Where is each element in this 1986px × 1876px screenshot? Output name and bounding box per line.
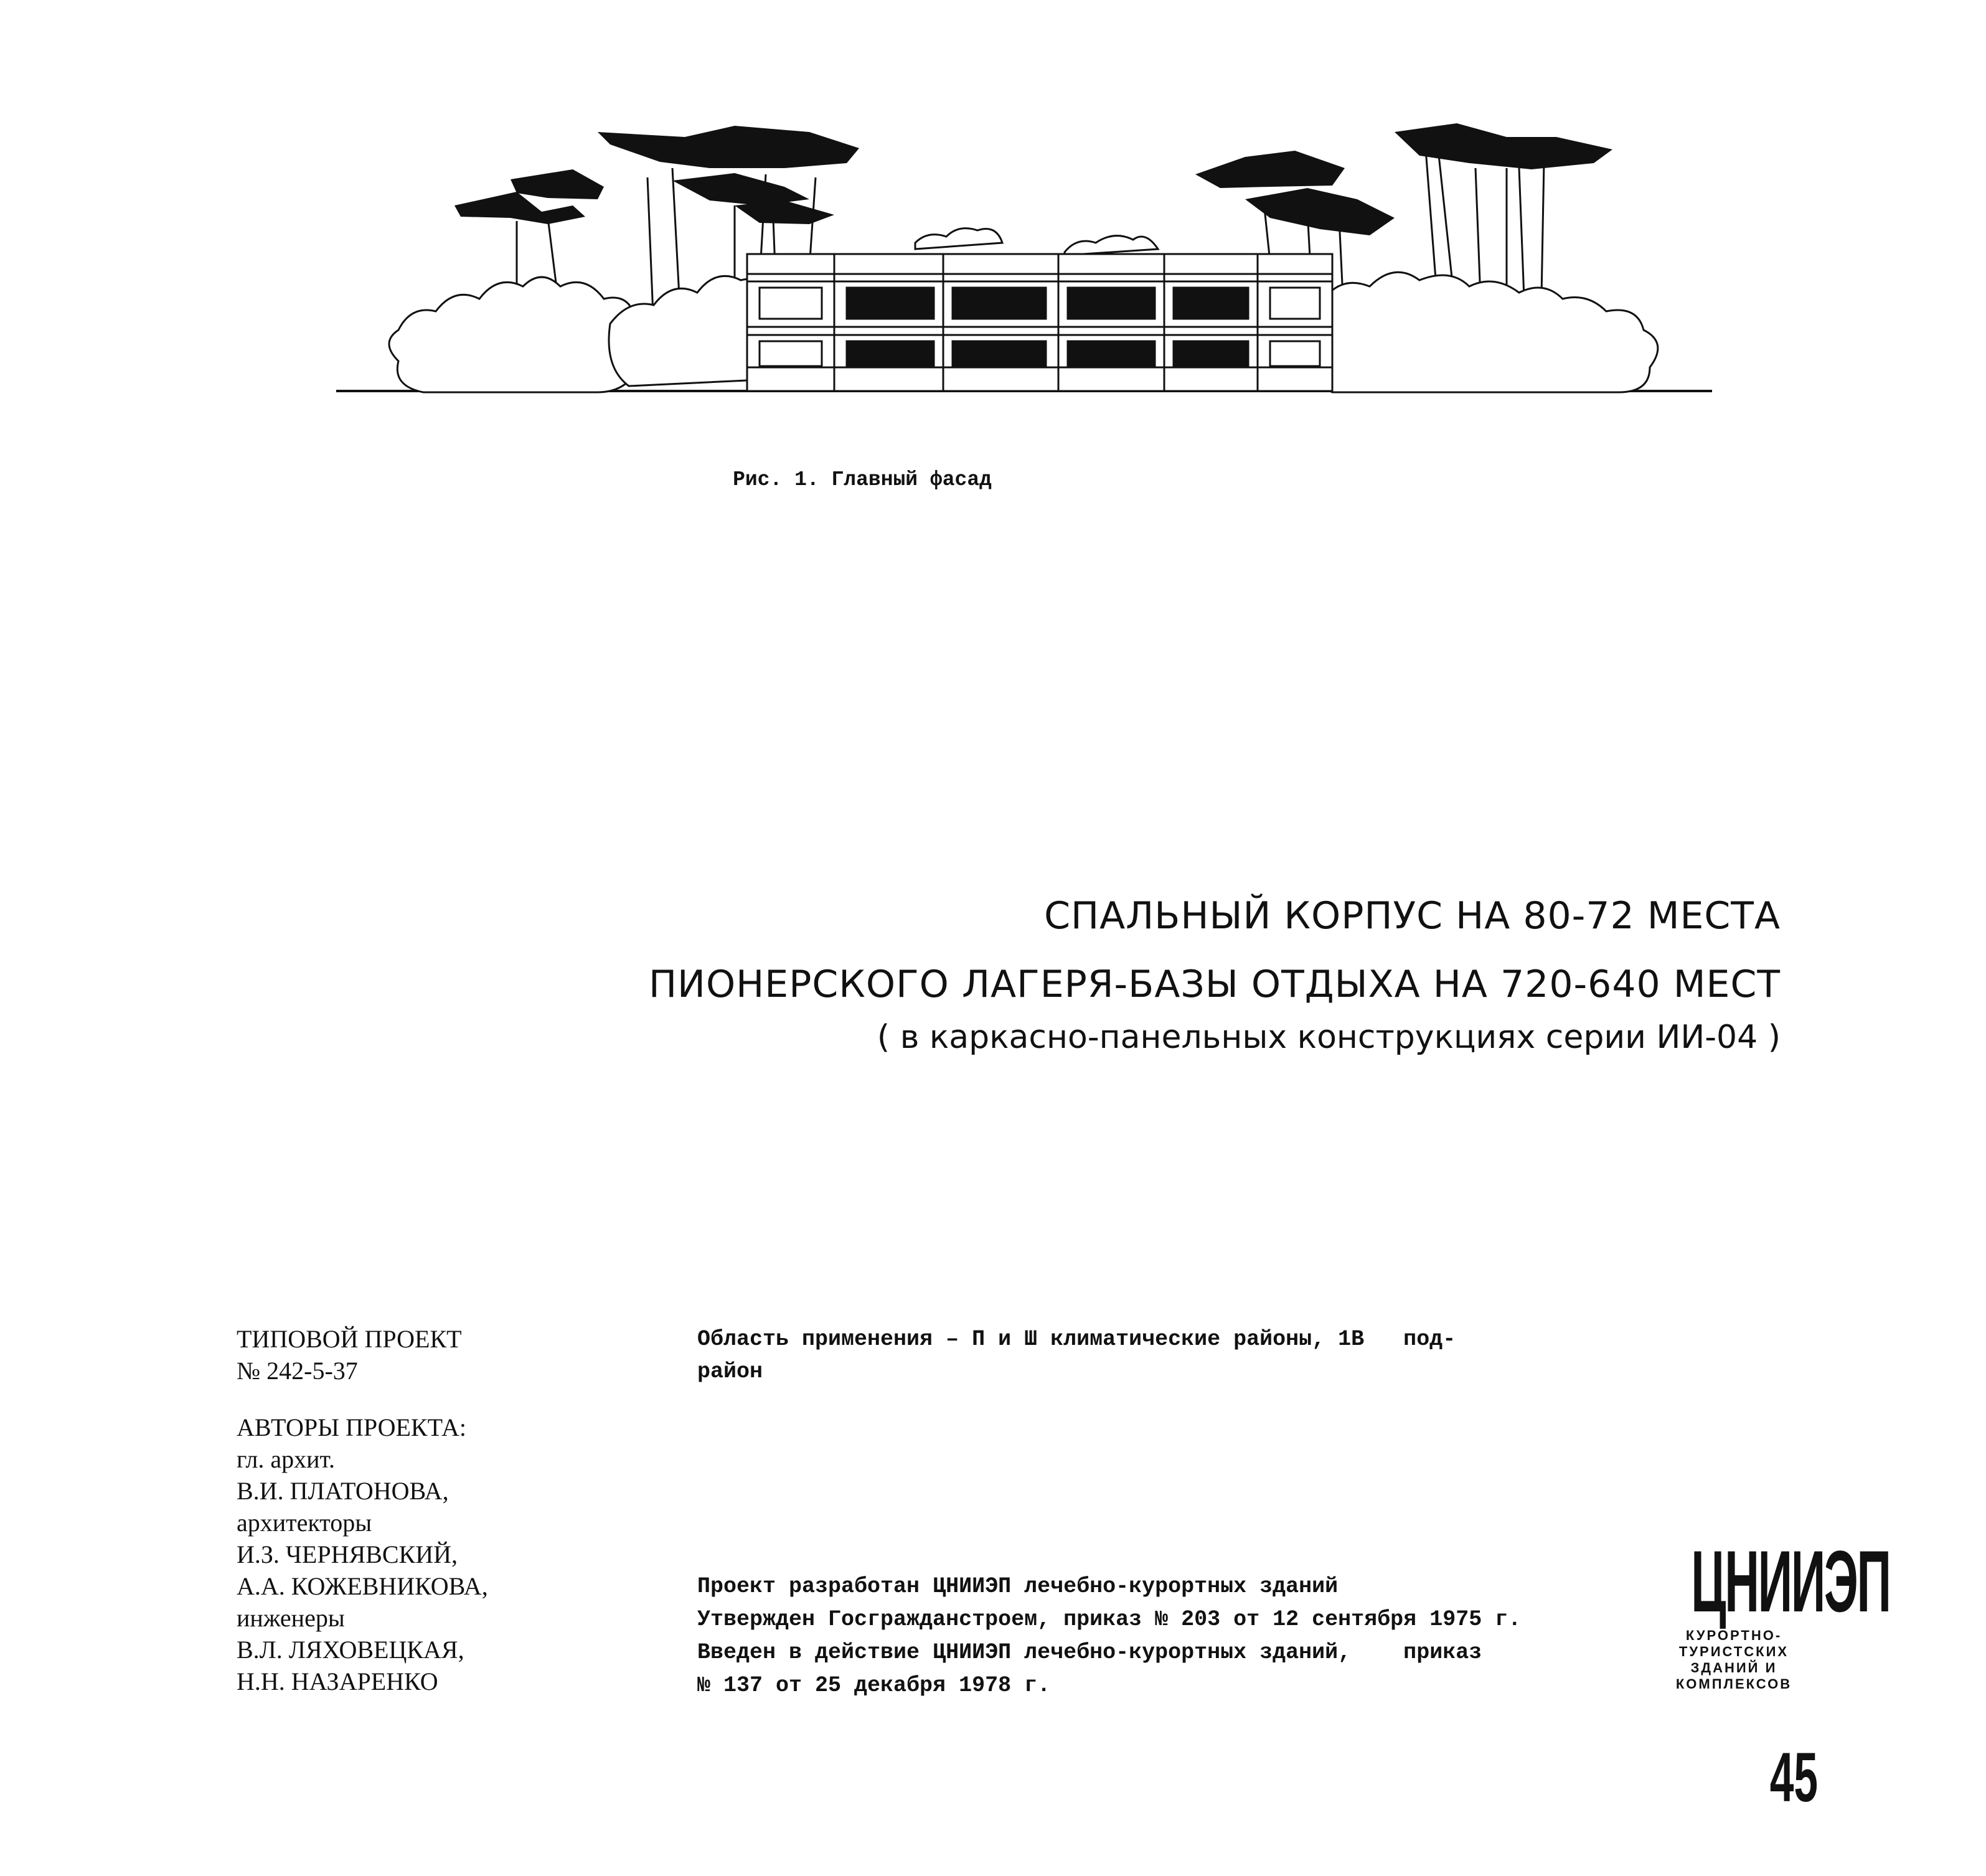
approval-info [697,1570,1606,1702]
logo-text-line: ЗДАНИЙ И [1690,1660,1777,1676]
scope-line: Область применения – П и Ш климатические районы, 1В под- [697,1327,1456,1352]
approval-line: Утвержден Госгражданстроем, приказ № 203 от 12 сентября 1975 г. [697,1607,1522,1632]
project-type-label: ТИПОВОЙ ПРОЕКТ [237,1325,462,1353]
author-line: архитекторы [237,1509,372,1537]
building-elevation [747,254,1332,391]
project-number: № 242-5-37 [237,1357,358,1385]
logo-text-line: КОМПЛЕКСОВ [1675,1676,1792,1692]
approval-line: № 137 от 25 декабря 1978 г. [697,1673,1051,1698]
approval-line: Введен в действие ЦНИИЭП лечебно-курортных зданий, приказ [697,1640,1482,1665]
institute-logo [1656,1532,1890,1694]
tree-canopies [454,123,1612,235]
author-line: И.З. ЧЕРНЯВСКИЙ, [237,1540,458,1568]
document-title-line-2: ПИОНЕРСКОГО ЛАГЕРЯ-БАЗЫ ОТДЫХА НА 720-640 МЕСТ [648,963,1781,1006]
author-line: гл. архит. [237,1445,335,1473]
application-scope [697,1323,1581,1388]
logo-text-line: КУРОРТНО- [1685,1628,1782,1643]
author-line: В.И. ПЛАТОНОВА, [237,1477,449,1505]
author-line: В.Л. ЛЯХОВЕЦКАЯ, [237,1636,464,1664]
approval-line: Проект разработан ЦНИИЭП лечебно-курортных зданий [697,1574,1339,1599]
project-info-block [237,1323,623,1697]
authors-heading: АВТОРЫ ПРОЕКТА: [237,1413,467,1441]
author-line: А.А. КОЖЕВНИКОВА, [237,1572,488,1600]
figure-caption: Рис. 1. Главный фасад [733,468,992,491]
logo-wordmark: ЦНИИЭП [1691,1532,1890,1630]
page-number: 45 [1769,1738,1818,1816]
author-line: Н.Н. НАЗАРЕНКО [237,1667,438,1695]
document-title-line-1: СПАЛЬНЫЙ КОРПУС НА 80-72 МЕСТА [1044,894,1781,938]
document-subtitle: ( в каркасно-панельных конструкциях серии ИИ-04 ) [877,1019,1781,1056]
author-line: инженеры [237,1604,345,1632]
logo-text-line: ТУРИСТСКИХ [1678,1644,1789,1659]
scope-line: район [697,1359,763,1384]
main-facade-drawing [336,118,1712,442]
